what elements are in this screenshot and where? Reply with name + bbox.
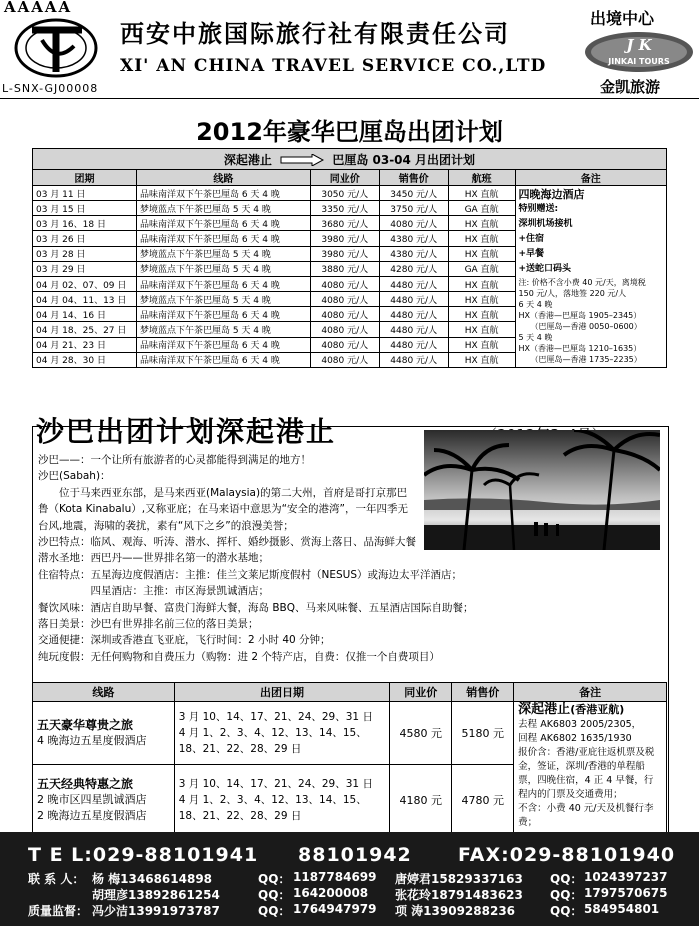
col-notes: 备注 [515, 170, 666, 186]
tel-number-2: 88101942 [298, 844, 412, 866]
jk-logo-letters: J K [626, 36, 652, 54]
note-hx1b: （巴厘岛—香港 0050–0600） [530, 322, 642, 331]
row-flight: HX 直航 [448, 246, 515, 261]
row-route: 品味南洋双下午茶巴厘岛 6 天 4 晚 [136, 231, 310, 246]
row-date: 04 月 18、25、27 日 [33, 322, 137, 337]
sale-price: 5180 元 [452, 702, 514, 765]
supervisor-label: 质量监督： [28, 904, 89, 918]
row-date: 03 月 26 日 [33, 231, 137, 246]
contact-6: 项 涛13909288236 [395, 904, 516, 918]
contact-1: 杨 梅13468614898 [92, 872, 213, 886]
rating-stars: AAAAA [4, 0, 73, 16]
qq-label: QQ： [550, 904, 583, 918]
row-route: 品味南洋双下午茶巴厘岛 6 天 4 晚 [136, 352, 310, 367]
outbound-center: 出境中心 [590, 9, 655, 28]
row-date: 03 月 29 日 [33, 261, 137, 276]
row-sale-price: 4480 元/人 [379, 276, 448, 291]
row-date: 04 月 28、30 日 [33, 352, 137, 367]
sale-price: 4780 元 [452, 765, 514, 836]
row-date: 03 月 15 日 [33, 201, 137, 216]
sabah-header-row [33, 683, 667, 702]
note-five-days: 5 天 4 晚 [518, 333, 553, 342]
sabah-remarks [514, 702, 667, 836]
row-sale-price: 3450 元/人 [379, 186, 448, 201]
qq-label: QQ： [550, 872, 583, 886]
jk-tours-label: JINKAI TOURS [608, 57, 670, 66]
contact-5-qq: 1764947979 [293, 902, 377, 916]
contact-3-qq: 164200008 [293, 886, 369, 900]
qq-label: QQ： [258, 888, 291, 902]
route-name: 五天经典特惠之旅 [37, 777, 134, 791]
row-flight: GA 直航 [448, 261, 515, 276]
route-hotel: 4 晚海边五星度假酒店 [37, 734, 147, 747]
row-date: 04 月 04、11、13 日 [33, 292, 137, 307]
row-flight: HX 直航 [448, 292, 515, 307]
col-line: 线路 [33, 683, 175, 702]
note-gift-title: 特别赠送: [518, 204, 559, 214]
col-sale-price: 销售价 [379, 170, 448, 186]
sabah-hotel1: 住宿特点：五星海边度假酒店：主推：佳兰文莱尼斯度假村（NESUS）或海边太平洋酒店； [38, 568, 463, 581]
note-gift4: +送蛇口码头 [518, 264, 572, 274]
qq-label: QQ： [550, 888, 583, 902]
row-route: 品味南洋双下午茶巴厘岛 6 天 4 晚 [136, 337, 310, 352]
contact-2-qq: 1024397237 [584, 870, 668, 884]
row-flight: HX 直航 [448, 352, 515, 367]
remarks-title: 深起港止 [518, 702, 571, 717]
contact-1-qq: 1187784699 [293, 870, 377, 884]
sabah-title: 沙巴出团计划深起港止 [36, 415, 337, 448]
bali-notes [515, 186, 666, 368]
row-trade-price: 4080 元/人 [310, 276, 379, 291]
row-sale-price: 4480 元/人 [379, 352, 448, 367]
route-hotel: 2 晚市区四星凯诚酒店 [37, 793, 147, 806]
row-trade-price: 4080 元/人 [310, 322, 379, 337]
row-route: 梦境蓝点下午茶巴厘岛 5 天 4 晚 [136, 261, 310, 276]
col-trade-price: 同业价 [310, 170, 379, 186]
row-route: 梦境蓝点下午茶巴厘岛 5 天 4 晚 [136, 201, 310, 216]
row-sale-price: 4480 元/人 [379, 292, 448, 307]
route-dates-march: 3 月 10、14、17、21、24、29、31 日 [178, 778, 373, 790]
row-flight: HX 直航 [448, 276, 515, 291]
sabah-pure: 纯玩度假：无任何购物和自费压力（购物：进 2 个特产店，自费：仅推一个自费项目） [38, 650, 440, 663]
row-trade-price: 3050 元/人 [310, 186, 379, 201]
col-date: 团期 [33, 170, 137, 186]
row-flight: HX 直航 [448, 307, 515, 322]
row-route: 品味南洋双下午茶巴厘岛 6 天 4 晚 [136, 216, 310, 231]
row-route: 梦境蓝点下午茶巴厘岛 5 天 4 晚 [136, 322, 310, 337]
row-date: 03 月 11 日 [33, 186, 137, 201]
company-logo-icon [12, 10, 100, 80]
contact-6-qq: 584954801 [584, 902, 660, 916]
col-trade: 同业价 [390, 683, 452, 702]
col-flight: 航班 [448, 170, 515, 186]
row-trade-price: 4080 元/人 [310, 337, 379, 352]
tel-1 [28, 844, 258, 866]
bali-title: 2012年豪华巴厘岛出团计划 [196, 118, 503, 146]
sabah-table [32, 682, 667, 836]
row-sale-price: 4080 元/人 [379, 216, 448, 231]
sabah-intro: 位于马来西亚东部，是马来西亚(Malaysia)的第二大州，首府是哥打京那巴鲁（Kota Kinabalu）,又称亚庇；在马来语中意思为“安全的港湾”，一年四季无台风,地震，海啸的袭扰，素有“风下之乡”的浪漫美誉； [38, 486, 408, 532]
note-gift2: +住宿 [518, 234, 545, 244]
table-row [33, 186, 667, 201]
contact-2: 唐婷君15829337163 [395, 872, 523, 886]
note-hx1: HX（香港—巴厘岛 1905–2345） [518, 311, 642, 320]
row-trade-price: 4080 元/人 [310, 307, 379, 322]
route-dates-april: 4 月 1、2、3、4、12、13、14、15、18、21、22、28、29 日 [178, 727, 367, 755]
tel-label: T E L: [28, 844, 93, 866]
bali-from: 深起港止 [223, 152, 272, 167]
row-flight: HX 直航 [448, 322, 515, 337]
row-date: 03 月 28 日 [33, 246, 137, 261]
note-gift1: 深圳机场接机 [518, 219, 573, 229]
col-remarks: 备注 [514, 683, 667, 702]
row-date: 04 月 21、23 日 [33, 337, 137, 352]
row-trade-price: 4080 元/人 [310, 292, 379, 307]
license-number: L-SNX-GJ00008 [2, 82, 99, 95]
jinkai-logo-icon [583, 30, 695, 74]
sabah-line1: 沙巴——：一个让所有旅游者的心灵都能得到满足的地方！ [38, 454, 311, 466]
note-six-days: 6 天 4 晚 [518, 300, 553, 309]
row-date: 04 月 02、07、09 日 [33, 276, 137, 291]
col-route: 线路 [136, 170, 310, 186]
row-flight: HX 直航 [448, 186, 515, 201]
remarks-excluded: 不含：小费 40 元/天及机餐行李费； [518, 803, 654, 828]
row-route: 品味南洋双下午茶巴厘岛 6 天 4 晚 [136, 276, 310, 291]
row-trade-price: 3680 元/人 [310, 216, 379, 231]
note-hx2: HX（香港—巴厘岛 1210–1635） [518, 344, 642, 353]
row-date: 03 月 16、18 日 [33, 216, 137, 231]
row-flight: HX 直航 [448, 337, 515, 352]
note-fee: 注: 价格不含小费 40 元/天，离境税 150 元/人，落地签 220 元/人 [518, 278, 646, 298]
sabah-features: 沙巴特点：临风、观海、听涛、潜水、挥杆、婚纱摄影、赏海上落日、品海鲜大餐 [38, 536, 416, 549]
row-flight: HX 直航 [448, 216, 515, 231]
contact-4-qq: 1797570675 [584, 886, 668, 900]
arrow-right-icon [280, 154, 324, 166]
contact-4: 张花玲18791483623 [395, 888, 523, 902]
row-sale-price: 4380 元/人 [379, 246, 448, 261]
row-flight: HX 直航 [448, 231, 515, 246]
company-name-en: XI' AN CHINA TRAVEL SERVICE CO.,LTD [120, 56, 547, 76]
row-route: 梦境蓝点下午茶巴厘岛 5 天 4 晚 [136, 246, 310, 261]
col-dates: 出团日期 [174, 683, 390, 702]
qq-label: QQ： [258, 872, 291, 886]
sabah-line2: 沙巴(Sabah)： [38, 470, 111, 483]
bali-header-row [33, 170, 667, 186]
note-hx2b: （巴厘岛—香港 1735–2235） [530, 355, 642, 364]
row-trade-price: 3980 元/人 [310, 231, 379, 246]
qq-label: QQ： [258, 904, 291, 918]
fax-number: FAX:029-88101940 [458, 844, 676, 866]
remarks-included: 报价含：香港/亚庇往返机票及税金，签证，深圳/香港的单程船票，四晚住宿，4 正 4 早餐，行程内的门票及交通费用； [518, 747, 655, 800]
sabah-sunset: 落日美景：沙巴有世界排名前三位的落日美景； [38, 618, 259, 631]
table-row [33, 702, 667, 765]
row-sale-price: 4480 元/人 [379, 307, 448, 322]
sabah-hotel2: 四星酒店：主推：市区海景凯诚酒店； [90, 585, 269, 598]
route-dates-april: 4 月 1、2、3、4、12、13、14、15、18、21、22、28、29 日 [178, 794, 367, 822]
divider [0, 98, 699, 99]
row-sale-price: 4280 元/人 [379, 261, 448, 276]
row-route: 品味南洋双下午茶巴厘岛 6 天 4 晚 [136, 186, 310, 201]
note-hotel: 四晚海边酒店 [518, 188, 585, 201]
row-route: 梦境蓝点下午茶巴厘岛 5 天 4 晚 [136, 292, 310, 307]
route-dates-march: 3 月 10、14、17、21、24、29、31 日 [178, 711, 373, 723]
bali-route-band [33, 149, 667, 170]
company-name-cn: 西安中旅国际旅行社有限责任公司 [120, 19, 510, 48]
row-sale-price: 3750 元/人 [379, 201, 448, 216]
tel-number-1: 029-88101941 [92, 844, 259, 866]
bali-table [32, 148, 667, 368]
row-sale-price: 4480 元/人 [379, 322, 448, 337]
row-sale-price: 4380 元/人 [379, 231, 448, 246]
sabah-description [38, 452, 668, 665]
route-name: 五天豪华尊贵之旅 [37, 718, 134, 732]
remarks-title-sub: (香港亚航) [570, 703, 625, 716]
trade-price: 4580 元 [390, 702, 452, 765]
row-route: 品味南洋双下午茶巴厘岛 6 天 4 晚 [136, 307, 310, 322]
col-sale: 销售价 [452, 683, 514, 702]
row-trade-price: 4080 元/人 [310, 352, 379, 367]
bali-to: 巴厘岛 03-04 月出团计划 [332, 152, 476, 167]
row-date: 04 月 14、16 日 [33, 307, 137, 322]
row-trade-price: 3980 元/人 [310, 246, 379, 261]
sabah-transport: 交通便捷：深圳或香港直飞亚庇，飞行时间：2 小时 40 分钟； [38, 634, 331, 647]
remarks-back: 回程 AK6802 1635/1930 [518, 733, 632, 744]
route-hotel-2: 2 晚海边五星度假酒店 [37, 809, 147, 822]
contact-5: 冯少洁13991973787 [92, 904, 220, 918]
jinkai-name: 金凯旅游 [600, 78, 661, 96]
sabah-food: 餐饮风味：酒店自助早餐、富贵门海鲜大餐，海岛 BBQ、马来风味餐、五星酒店国际自助餐； [38, 601, 474, 614]
row-trade-price: 3350 元/人 [310, 201, 379, 216]
row-flight: GA 直航 [448, 201, 515, 216]
trade-price: 4180 元 [390, 765, 452, 836]
note-gift3: +早餐 [518, 249, 545, 259]
row-trade-price: 3880 元/人 [310, 261, 379, 276]
contact-3: 胡理彦13892861254 [92, 888, 220, 902]
remarks-go: 去程 AK6803 2005/2305， [518, 719, 642, 730]
contact-label: 联 系 人： [28, 872, 85, 886]
sabah-diving: 潜水圣地：西巴丹——世界排名第一的潜水基地； [38, 552, 269, 565]
row-sale-price: 4480 元/人 [379, 337, 448, 352]
